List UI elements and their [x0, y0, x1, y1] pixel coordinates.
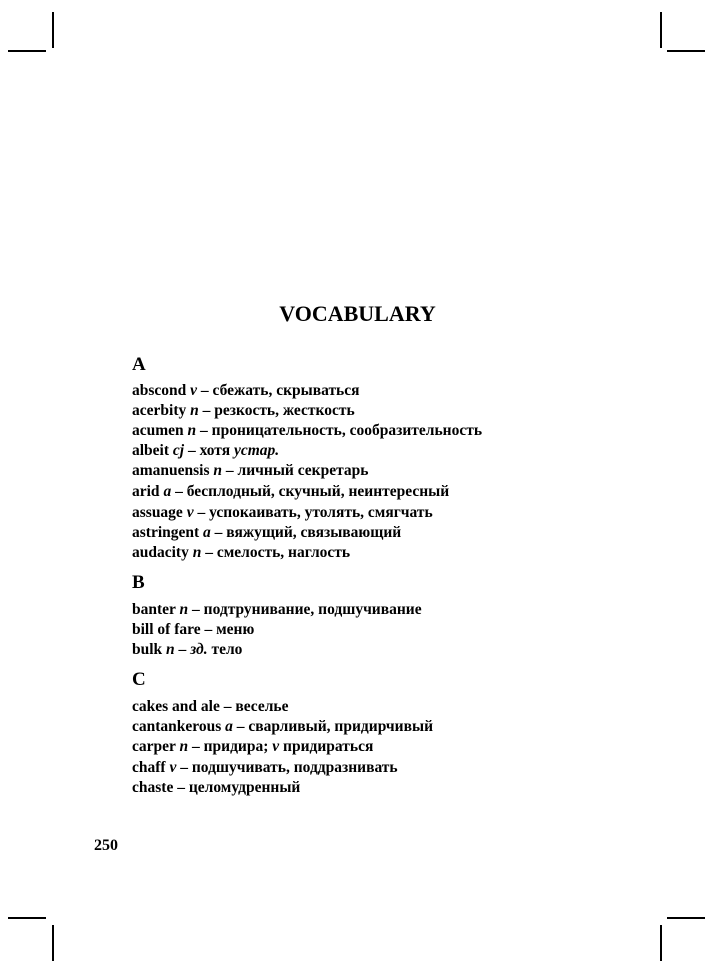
entry-amanuensis: amanuensis n – личный секретарь: [132, 462, 369, 479]
entry-arid: arid a – бесплодный, скучный, неинтересный: [132, 483, 450, 500]
entry-chaste: chaste – целомудренный: [132, 779, 301, 796]
page-number: 250: [94, 837, 118, 854]
crop-mark-bottom-left-h: [8, 917, 46, 919]
entry-cakes-and-ale: cakes and ale – веселье: [132, 698, 289, 715]
entry-acerbity: acerbity n – резкость, жесткость: [132, 402, 355, 419]
entry-cantankerous: cantankerous a – сварливый, придирчивый: [132, 718, 433, 735]
crop-mark-bottom-right-h: [667, 917, 705, 919]
entry-bulk: bulk n – зд. тело: [132, 641, 243, 658]
entry-acumen: acumen n – проницательность, сообразительность: [132, 422, 483, 439]
entry-banter: banter n – подтрунивание, подшучивание: [132, 601, 422, 618]
entry-abscond: abscond v – сбежать, скрываться: [132, 382, 360, 399]
crop-mark-bottom-left-v: [52, 925, 54, 961]
crop-mark-top-right-h: [667, 50, 705, 52]
entry-astringent: astringent a – вяжущий, связывающий: [132, 524, 402, 541]
section-letter-b: B: [132, 572, 145, 593]
crop-mark-top-left-h: [8, 50, 46, 52]
crop-mark-bottom-right-v: [660, 925, 662, 961]
entry-assuage: assuage v – успокаивать, утолять, смягчать: [132, 504, 433, 521]
entry-audacity: audacity n – смелость, наглость: [132, 544, 351, 561]
section-letter-a: A: [132, 354, 146, 375]
page-title: VOCABULARY: [279, 301, 436, 326]
entry-chaff: chaff v – подшучивать, поддразнивать: [132, 759, 398, 776]
entry-carper: carper n – придира; v придираться: [132, 738, 374, 755]
section-letter-c: C: [132, 669, 146, 690]
entry-albeit: albeit cj – хотя устар.: [132, 442, 280, 459]
crop-mark-top-left-v: [52, 12, 54, 48]
crop-mark-top-right-v: [660, 12, 662, 48]
entry-bill-of-fare: bill of fare – меню: [132, 621, 255, 638]
